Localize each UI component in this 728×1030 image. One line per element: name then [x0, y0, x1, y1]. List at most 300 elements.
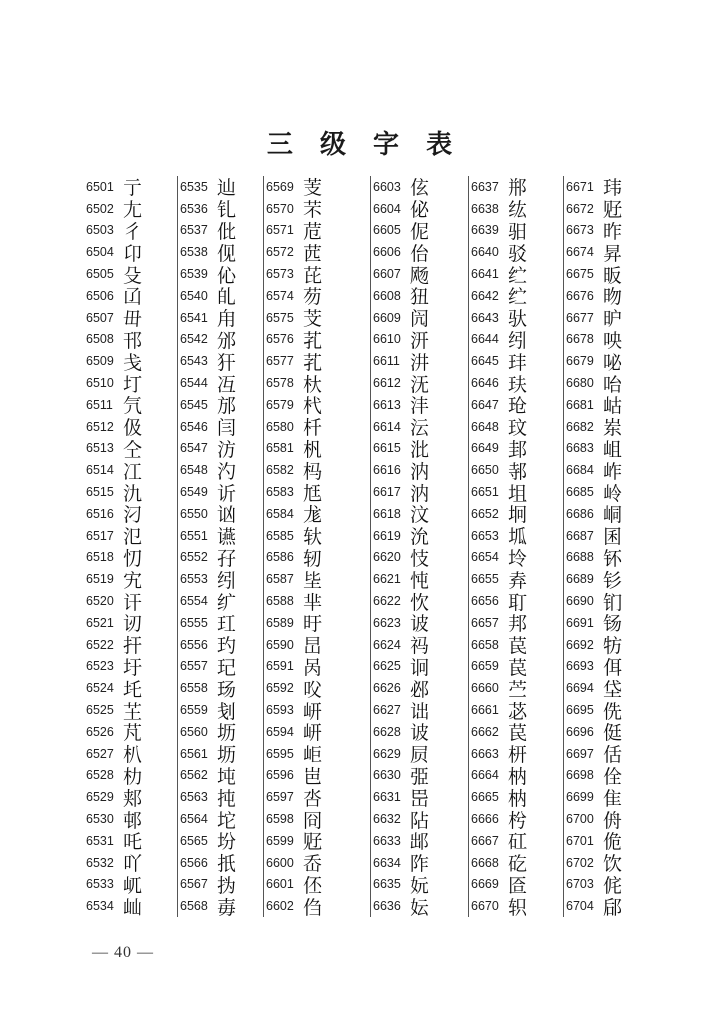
- character-number: 6532: [86, 855, 114, 870]
- character-number: 6688: [566, 550, 594, 565]
- character: 呙: [303, 656, 323, 679]
- character: 佸: [603, 744, 623, 767]
- character: 邲: [410, 678, 430, 701]
- character-number: 6558: [180, 681, 208, 696]
- character-number: 6652: [471, 506, 499, 521]
- character-number: 6575: [266, 310, 294, 325]
- character-number: 6510: [86, 376, 114, 391]
- character-number: 6540: [180, 288, 208, 303]
- character: 犴: [217, 351, 237, 374]
- character: 玤: [508, 351, 528, 374]
- character: 屃: [410, 744, 430, 767]
- character-number: 6564: [180, 812, 208, 826]
- character-number: 6621: [373, 572, 401, 587]
- character-number: 6625: [373, 659, 401, 674]
- character-number: 6539: [180, 267, 208, 282]
- character-number: 6640: [471, 245, 499, 260]
- character: 闶: [410, 308, 430, 331]
- character: 㕮: [303, 678, 323, 701]
- character: 杙: [303, 395, 323, 418]
- character-number: 6611: [373, 354, 400, 369]
- character: 甪: [217, 308, 237, 331]
- character: 屼: [123, 874, 143, 897]
- character-number: 6576: [266, 332, 294, 347]
- character-number: 6587: [266, 572, 294, 587]
- character-number: 6686: [566, 506, 594, 521]
- character: 咍: [603, 373, 623, 396]
- table-column: [370, 176, 468, 917]
- character-number: 6557: [180, 659, 208, 674]
- character: 尨: [303, 504, 323, 527]
- character-number: 6570: [266, 201, 294, 216]
- character-number: 6514: [86, 463, 114, 478]
- character-number: 6579: [266, 397, 294, 412]
- character-number: 6667: [471, 833, 499, 848]
- character: 殳: [123, 264, 143, 287]
- character: 隹: [603, 787, 623, 810]
- character: 岠: [303, 744, 323, 767]
- character: 妧: [410, 874, 430, 897]
- character-number: 6623: [373, 615, 401, 630]
- character-number: 6509: [86, 354, 114, 369]
- character: 伣: [217, 242, 237, 265]
- character: 圩: [123, 656, 143, 679]
- page-number: — 40 —: [92, 944, 154, 961]
- character: 苾: [508, 700, 528, 723]
- character: 坬: [508, 526, 528, 549]
- character-number: 6555: [180, 615, 208, 630]
- character-number: 6632: [373, 812, 401, 826]
- character-number: 6528: [86, 768, 114, 783]
- character: 伭: [410, 177, 430, 200]
- character: 枅: [508, 744, 528, 767]
- character: 䢺: [410, 831, 430, 854]
- character-number: 6604: [373, 201, 401, 216]
- character: 坜: [217, 744, 237, 767]
- character: 闫: [217, 417, 237, 440]
- character-number: 6671: [566, 179, 594, 194]
- character: 刬: [217, 700, 237, 723]
- character-number: 6519: [86, 572, 114, 587]
- character: 驲: [508, 221, 528, 243]
- character-number: 6578: [266, 376, 294, 391]
- character: 邗: [123, 329, 143, 352]
- character: 玟: [508, 417, 528, 440]
- character: 沣: [410, 395, 430, 418]
- character-number: 6601: [266, 877, 294, 892]
- character-number: 6693: [566, 659, 594, 674]
- character: 旵: [303, 635, 323, 658]
- character: 岊: [410, 787, 430, 810]
- character-number: 6584: [266, 506, 294, 521]
- table-column: [177, 176, 263, 917]
- character: 轵: [508, 896, 528, 919]
- character-number: 6684: [566, 463, 594, 478]
- character-number: 6574: [266, 288, 294, 303]
- character-number: 6690: [566, 594, 594, 609]
- character-number: 6585: [266, 528, 294, 543]
- character: 侂: [603, 874, 623, 897]
- character: 弫: [410, 765, 430, 788]
- character-number: 6676: [566, 288, 594, 303]
- table-column: [563, 176, 648, 917]
- character: 纼: [217, 569, 237, 592]
- character: 汧: [410, 329, 430, 352]
- character: 轪: [303, 526, 323, 549]
- character: 芰: [303, 177, 323, 200]
- character-number: 6679: [566, 354, 594, 369]
- character: 杄: [303, 417, 323, 440]
- character-number: 6677: [566, 310, 594, 325]
- character: 佖: [410, 199, 430, 222]
- character: 汋: [217, 460, 237, 483]
- character-number: 6590: [266, 637, 294, 652]
- character: 忉: [123, 547, 143, 570]
- character-number: 6658: [471, 637, 499, 652]
- character-number: 6559: [180, 703, 208, 718]
- character: 岜: [303, 765, 323, 788]
- character-number: 6524: [86, 681, 114, 696]
- character: 坒: [303, 569, 323, 592]
- character-number: 6536: [180, 201, 208, 216]
- character: 钖: [603, 613, 623, 636]
- character: 芴: [303, 286, 323, 309]
- character-number: 6541: [180, 310, 208, 325]
- character: 尪: [303, 482, 323, 505]
- character: 觃: [303, 831, 323, 854]
- character-number: 6602: [266, 899, 294, 914]
- character-number: 6681: [566, 397, 594, 412]
- character-number: 6682: [566, 419, 594, 434]
- character-number: 6552: [180, 550, 208, 565]
- character: 苠: [508, 656, 528, 679]
- character-number: 6665: [471, 790, 499, 805]
- character: 钚: [603, 547, 623, 570]
- character-number: 6661: [471, 703, 499, 718]
- character: 邿: [508, 460, 528, 483]
- character: 耵: [508, 591, 528, 614]
- character: 坉: [217, 765, 237, 788]
- character-number: 6501: [86, 179, 114, 194]
- character: 诇: [410, 656, 430, 679]
- character: 玒: [217, 613, 237, 636]
- character: 杕: [303, 373, 323, 396]
- character-number: 6653: [471, 528, 499, 543]
- character: 氾: [123, 526, 143, 549]
- character: 忳: [410, 569, 430, 592]
- character: 驳: [508, 242, 528, 265]
- character: 玘: [217, 656, 237, 679]
- character: 圢: [123, 373, 143, 396]
- character: 邦: [508, 613, 528, 636]
- character: 杋: [303, 438, 323, 461]
- character-number: 6664: [471, 768, 499, 783]
- character-number: 6582: [266, 463, 294, 478]
- character: 戋: [123, 351, 143, 374]
- character-number: 6550: [180, 506, 208, 521]
- character-number: 6692: [566, 637, 594, 652]
- character-number: 6599: [266, 833, 294, 848]
- character: 汫: [410, 351, 430, 374]
- character-number: 6508: [86, 332, 114, 347]
- character: 佴: [603, 656, 623, 679]
- character: 饮: [603, 853, 623, 876]
- character-number: 6643: [471, 310, 499, 325]
- character-number: 6600: [266, 855, 294, 870]
- character: 坋: [217, 831, 237, 854]
- character: 觃: [603, 199, 623, 222]
- character-number: 6565: [180, 833, 208, 848]
- character: 岙: [303, 853, 323, 876]
- table-column: [263, 176, 370, 917]
- character-number: 6626: [373, 681, 401, 696]
- character: 岽: [603, 417, 623, 440]
- character: 侁: [603, 700, 623, 723]
- character: 亍: [123, 177, 143, 200]
- character: 仝: [123, 438, 143, 461]
- character: 毐: [217, 896, 237, 919]
- character-number: 6630: [373, 768, 401, 783]
- character: 坜: [217, 722, 237, 745]
- character-number: 6660: [471, 681, 499, 696]
- character: 枍: [508, 809, 528, 832]
- character-number: 6581: [266, 441, 294, 456]
- character: 昨: [603, 221, 623, 243]
- character-number: 6593: [266, 703, 294, 718]
- character: 苠: [508, 722, 528, 745]
- character-number: 6691: [566, 615, 594, 630]
- character: 冮: [123, 460, 143, 483]
- character-number: 6613: [373, 397, 401, 412]
- character: 忮: [410, 547, 430, 570]
- character-number: 6516: [86, 506, 114, 521]
- character-number: 6515: [86, 485, 114, 500]
- character-number: 6553: [180, 572, 208, 587]
- character-number: 6527: [86, 746, 114, 761]
- character-number: 6577: [266, 354, 294, 369]
- character-number: 6563: [180, 790, 208, 805]
- character: 玚: [217, 678, 237, 701]
- character: 呇: [303, 787, 323, 810]
- character-number: 6694: [566, 681, 594, 696]
- character-number: 6556: [180, 637, 208, 652]
- character-number: 6612: [373, 376, 401, 391]
- character: 伋: [123, 417, 143, 440]
- character: 岍: [303, 700, 323, 723]
- character: 咉: [603, 329, 623, 352]
- character: 㧑: [217, 874, 237, 897]
- character: 沇: [410, 526, 430, 549]
- character-number: 6695: [566, 703, 594, 718]
- character-number: 6606: [373, 245, 401, 260]
- character-number: 6683: [566, 441, 594, 456]
- character: 郈: [603, 896, 623, 919]
- character: 邽: [508, 438, 528, 461]
- character-number: 6656: [471, 594, 499, 609]
- character-number: 6668: [471, 855, 499, 870]
- character-number: 6502: [86, 201, 114, 216]
- character-number: 6568: [180, 899, 208, 914]
- character: 汭: [410, 482, 430, 505]
- character-number: 6687: [566, 528, 594, 543]
- character: 朸: [123, 765, 143, 788]
- character: 苊: [303, 221, 323, 243]
- character: 沄: [410, 417, 430, 440]
- character-number: 6649: [471, 441, 499, 456]
- character-number: 6689: [566, 572, 594, 587]
- character: 岞: [603, 460, 623, 483]
- character: 岨: [603, 438, 623, 461]
- character: 氿: [123, 482, 143, 505]
- character-number: 6542: [180, 332, 208, 347]
- character: 昇: [603, 242, 623, 265]
- character-number: 6700: [566, 812, 594, 826]
- character: 弆: [508, 569, 528, 592]
- character-number: 6609: [373, 310, 401, 325]
- character-number: 6535: [180, 179, 208, 194]
- character: 坰: [508, 504, 528, 527]
- character: 纩: [217, 591, 237, 614]
- character-number: 6685: [566, 485, 594, 500]
- character: 囷: [603, 526, 623, 549]
- character: 𣲘: [410, 373, 430, 396]
- character: 辿: [217, 177, 237, 200]
- character-number: 6596: [266, 768, 294, 783]
- character-number: 6531: [86, 833, 114, 848]
- character: 扽: [217, 787, 237, 810]
- character: 伈: [217, 264, 237, 287]
- character-number: 6597: [266, 790, 294, 805]
- character-number: 6580: [266, 419, 294, 434]
- character-number: 6622: [373, 594, 401, 609]
- character-number: 6617: [373, 485, 401, 500]
- character-number: 6513: [86, 441, 114, 456]
- character-number: 6573: [266, 267, 294, 282]
- character: 玞: [508, 373, 528, 396]
- character: 昄: [603, 264, 623, 287]
- character-number: 6566: [180, 855, 208, 870]
- character-number: 6635: [373, 877, 401, 892]
- table-row: [471, 895, 563, 917]
- character-number: 6512: [86, 419, 114, 434]
- character-number: 6644: [471, 332, 499, 347]
- character: 尢: [123, 199, 143, 222]
- character-number: 6586: [266, 550, 294, 565]
- character: 纮: [508, 199, 528, 222]
- character-number: 6634: [373, 855, 401, 870]
- character: 昈: [603, 308, 623, 331]
- character-table: [84, 176, 648, 917]
- character-number: 6583: [266, 485, 294, 500]
- character-number: 6505: [86, 267, 114, 282]
- character: 纼: [508, 329, 528, 352]
- character-number: 6520: [86, 594, 114, 609]
- table-row: [180, 895, 263, 917]
- character: 孖: [217, 547, 237, 570]
- character-number: 6659: [471, 659, 499, 674]
- character: 玮: [603, 177, 623, 200]
- character-number: 6627: [373, 703, 401, 718]
- character-number: 6517: [86, 528, 114, 543]
- character: 阼: [410, 853, 430, 876]
- character-number: 6645: [471, 354, 499, 369]
- character-number: 6605: [373, 223, 401, 238]
- character-number: 6662: [471, 724, 499, 739]
- character-number: 6680: [566, 376, 594, 391]
- table-column: [84, 176, 177, 917]
- character-number: 6591: [266, 659, 294, 674]
- character-number: 6648: [471, 419, 499, 434]
- character-number: 6548: [180, 463, 208, 478]
- character: 伾: [303, 874, 323, 897]
- character: 芣: [303, 199, 323, 222]
- character-number: 6562: [180, 768, 208, 783]
- character: 邡: [217, 395, 237, 418]
- character-number: 6620: [373, 550, 401, 565]
- character-number: 6572: [266, 245, 294, 260]
- character-number: 6561: [180, 746, 208, 761]
- character-number: 6678: [566, 332, 594, 347]
- character-number: 6624: [373, 637, 401, 652]
- character: 邨: [123, 809, 143, 832]
- character: 圫: [123, 678, 143, 701]
- table-row: [86, 895, 177, 917]
- character: 汶: [410, 504, 430, 527]
- character: 旴: [303, 613, 323, 636]
- character-number: 6543: [180, 354, 208, 369]
- character-number: 6701: [566, 833, 594, 848]
- character: 芏: [123, 700, 143, 723]
- character: 侜: [603, 809, 623, 832]
- character: 飏: [410, 264, 430, 287]
- character: 阽: [410, 809, 430, 832]
- character-number: 6610: [373, 332, 401, 347]
- table-row: [373, 895, 468, 917]
- character-number: 6704: [566, 899, 594, 914]
- character: 苠: [508, 635, 528, 658]
- character-number: 6663: [471, 746, 499, 761]
- character: 忺: [410, 591, 430, 614]
- character-number: 6506: [86, 288, 114, 303]
- character: 妘: [410, 896, 430, 919]
- character: 芈: [303, 591, 323, 614]
- character-number: 6521: [86, 615, 114, 630]
- character: 朳: [123, 744, 143, 767]
- character: 垈: [603, 678, 623, 701]
- character: 牥: [603, 635, 623, 658]
- character-number: 6589: [266, 615, 294, 630]
- character: 钆: [217, 199, 237, 222]
- character: 矻: [508, 853, 528, 876]
- character: 讦: [123, 591, 143, 614]
- character: 芤: [303, 351, 323, 374]
- character: 仳: [217, 221, 237, 243]
- character-number: 6655: [471, 572, 499, 587]
- character: 坨: [217, 809, 237, 832]
- character-number: 6616: [373, 463, 401, 478]
- character-number: 6637: [471, 179, 499, 194]
- character-number: 6545: [180, 397, 208, 412]
- character: 汈: [123, 504, 143, 527]
- character-number: 6588: [266, 594, 294, 609]
- character: 诐: [410, 613, 430, 636]
- character-number: 6642: [471, 288, 499, 303]
- character-number: 6569: [266, 179, 294, 194]
- table-row: [266, 895, 370, 917]
- character: 冱: [217, 373, 237, 396]
- character-number: 6526: [86, 724, 114, 739]
- character: 钐: [603, 569, 623, 592]
